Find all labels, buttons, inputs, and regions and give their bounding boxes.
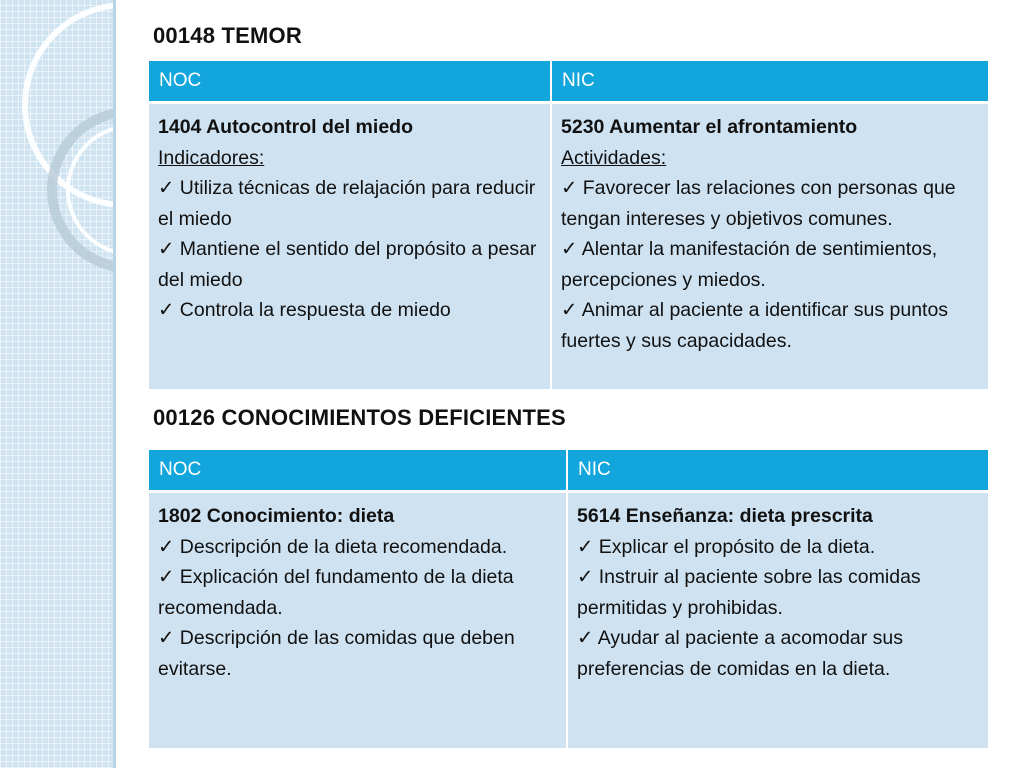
band-edge	[113, 0, 116, 768]
check-icon: ✓	[158, 299, 175, 321]
noc-cell	[149, 103, 551, 390]
check-icon: ✓	[561, 299, 578, 321]
check-icon: ✓	[158, 535, 175, 558]
check-icon: ✓	[577, 566, 594, 588]
list-item: ✓ Descripción de las comidas que deben evitarse.	[158, 627, 515, 680]
check-icon: ✓	[158, 566, 175, 588]
table-row	[149, 492, 988, 749]
noc-nic-table-conocimientos	[149, 450, 988, 748]
list-item: ✓ Alentar la manifestación de sentimientos, percepciones y miedos.	[561, 238, 938, 291]
check-icon: ✓	[561, 238, 578, 260]
table-header-row	[149, 61, 988, 103]
ring-medium	[52, 112, 113, 268]
nic-title: 5614 Enseñanza: dieta prescrita	[577, 505, 873, 527]
list-item: ✓ Favorecer las relaciones con personas que tengan intereses y objetivos comunes.	[561, 177, 956, 230]
noc-title: 1404 Autocontrol del miedo	[158, 116, 413, 138]
list-item: ✓ Ayudar al paciente a acomodar sus preferencias de comidas en la dieta.	[577, 627, 904, 680]
nic-title: 5230 Aumentar el afrontamiento	[561, 116, 858, 138]
noc-nic-table-temor	[149, 61, 988, 389]
nic-cell	[567, 492, 988, 749]
list-item: ✓ Controla la respuesta de miedo	[158, 299, 451, 321]
check-icon: ✓	[577, 535, 594, 558]
check-icon: ✓	[158, 177, 175, 199]
header-noc: NOC	[149, 61, 551, 103]
table-row	[149, 103, 988, 390]
noc-title: 1802 Conocimiento: dieta	[158, 505, 395, 527]
header-noc: NOC	[149, 450, 567, 492]
check-icon: ✓	[158, 627, 175, 649]
check-icon: ✓	[158, 238, 175, 260]
section-title-temor: 00148 TEMOR	[153, 23, 302, 48]
header-nic: NIC	[551, 61, 988, 103]
noc-subtitle: Indicadores:	[158, 146, 265, 169]
check-icon: ✓	[577, 627, 594, 649]
table-header-row	[149, 450, 988, 492]
section-title-conocimientos: 00126 CONOCIMIENTOS DEFICIENTES	[153, 405, 566, 430]
decorative-rings	[0, 0, 113, 768]
check-icon: ✓	[561, 177, 578, 199]
nic-subtitle: Actividades:	[561, 146, 667, 169]
list-item: ✓ Descripción de la dieta recomendada.	[158, 535, 508, 558]
list-item: ✓ Mantiene el sentido del propósito a pesar del miedo	[158, 238, 537, 291]
nic-cell	[551, 103, 988, 390]
header-nic: NIC	[567, 450, 988, 492]
list-item: ✓ Utiliza técnicas de relajación para reducir el miedo	[158, 177, 536, 230]
list-item: ✓ Explicar el propósito de la dieta.	[577, 535, 876, 558]
list-item: ✓ Animar al paciente a identificar sus puntos fuertes y sus capacidades.	[561, 299, 949, 352]
noc-cell	[149, 492, 567, 749]
list-item: ✓ Explicación del fundamento de la dieta recomendada.	[158, 566, 514, 619]
list-item: ✓ Instruir al paciente sobre las comidas permitidas y prohibidas.	[577, 566, 921, 619]
decorative-side-band	[0, 0, 113, 768]
